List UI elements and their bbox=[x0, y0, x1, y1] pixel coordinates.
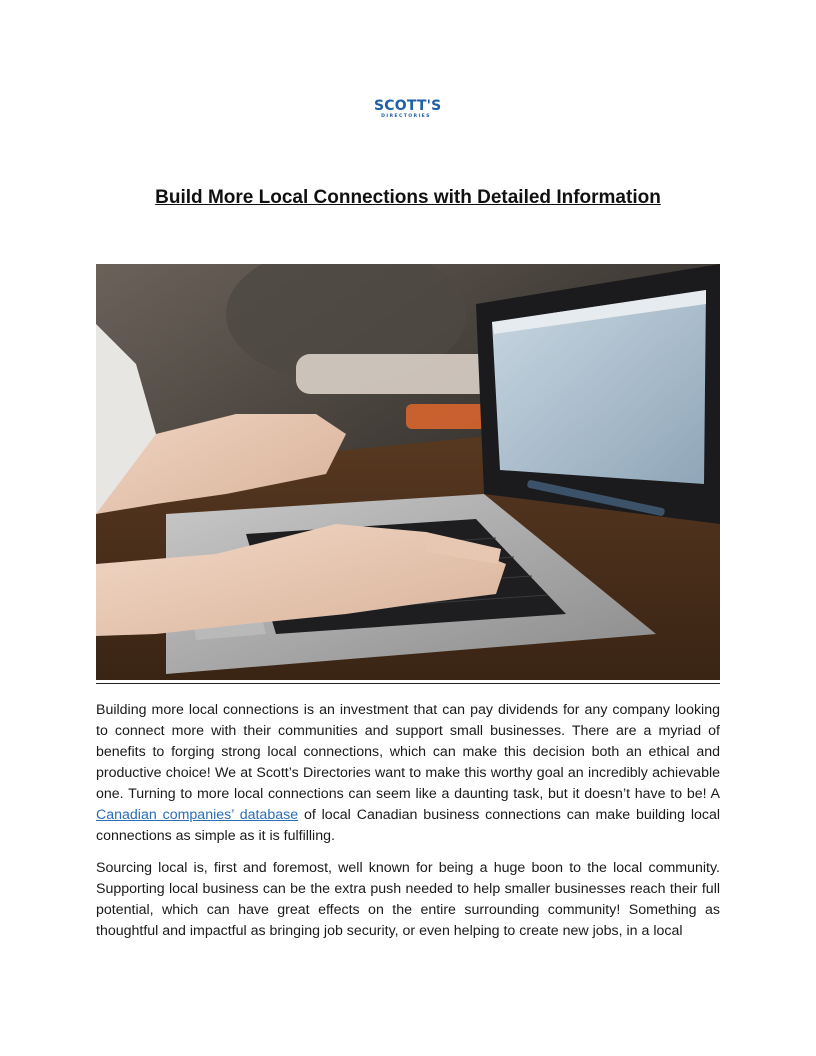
paragraph-1 bbox=[96, 700, 720, 847]
logo-brand: SCOTT'S bbox=[374, 98, 442, 114]
laptop-typing-photo bbox=[96, 264, 720, 680]
paragraph-2: Sourcing local is, first and foremost, well known for being a huge boon to the local community. Supporting local business can be the extra push needed to help smaller businesses reach their full potential, which can have great effects on the entire surrounding community! Something as thoughtful and impactful as bringing job security, or even helping to create new jobs, in a local bbox=[96, 860, 720, 939]
page-title: Build More Local Connections with Detailed Information bbox=[155, 187, 661, 208]
paragraph-1-text-start: Building more local connections is an investment that can pay dividends for any company looking to connect more with their communities and support small businesses. There are a myriad of benefits to forging strong local connections, which can make this decision both an ethical and productive choice! We at Scott’s Directories want to make this worthy goal an incredibly achievable one. Turning to more local connections can seem like a daunting task, but it doesn’t have to be! A bbox=[96, 702, 720, 802]
image-divider bbox=[96, 683, 720, 684]
paragraph-1-text-end: of local Canadian business connections can make building local connections as simple as it is fulfilling. bbox=[96, 807, 720, 844]
scotts-directories-logo bbox=[374, 98, 442, 123]
logo-subtitle: DIRECTORIES bbox=[381, 114, 431, 119]
canadian-companies-database-link[interactable]: Canadian companies’ database bbox=[96, 807, 299, 823]
